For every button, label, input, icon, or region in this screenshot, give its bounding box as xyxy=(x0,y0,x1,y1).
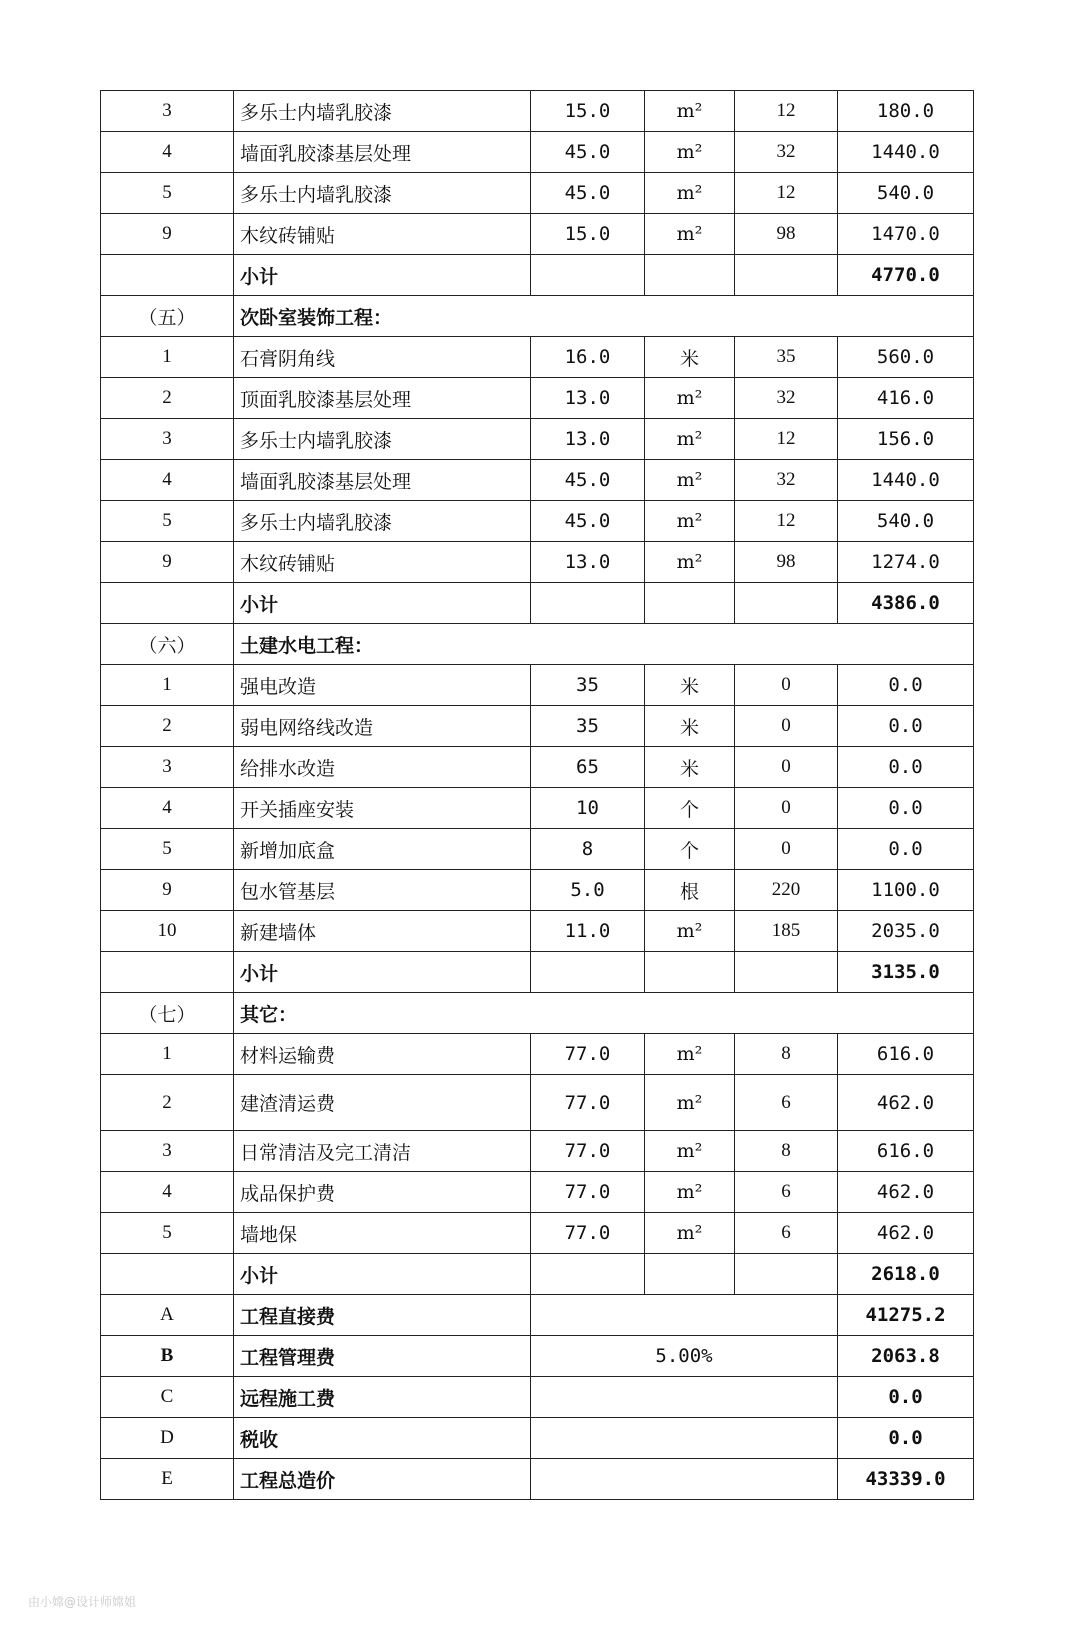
item-total: 1100.0 xyxy=(838,870,974,911)
subtotal-price xyxy=(735,583,838,624)
item-name: 石膏阴角线 xyxy=(234,337,531,378)
table-row xyxy=(101,1131,974,1172)
item-name: 开关插座安装 xyxy=(234,788,531,829)
item-unit: m² xyxy=(645,1034,735,1075)
item-unit-price: 32 xyxy=(735,460,838,501)
item-quantity: 13.0 xyxy=(531,419,645,460)
summary-label: 工程总造价 xyxy=(234,1459,531,1500)
item-unit-price: 6 xyxy=(735,1075,838,1131)
item-unit-price: 35 xyxy=(735,337,838,378)
item-unit-price: 0 xyxy=(735,665,838,706)
subtotal-total: 3135.0 xyxy=(838,952,974,993)
subtotal-row xyxy=(101,255,974,296)
item-total: 0.0 xyxy=(838,829,974,870)
item-number: 5 xyxy=(101,173,234,214)
summary-row xyxy=(101,1459,974,1500)
table-row xyxy=(101,378,974,419)
item-unit-price: 8 xyxy=(735,1131,838,1172)
item-unit-price: 185 xyxy=(735,911,838,952)
item-number: 2 xyxy=(101,1075,234,1131)
subtotal-price xyxy=(735,1254,838,1295)
section-header-row xyxy=(101,296,974,337)
item-unit: 个 xyxy=(645,829,735,870)
item-name: 多乐士内墙乳胶漆 xyxy=(234,419,531,460)
quote-table-body xyxy=(101,91,974,1500)
item-quantity: 8 xyxy=(531,829,645,870)
item-name: 建渣清运费 xyxy=(234,1075,531,1131)
item-total: 1470.0 xyxy=(838,214,974,255)
summary-rate: 5.00% xyxy=(531,1336,838,1377)
item-unit: m² xyxy=(645,1075,735,1131)
item-name: 木纹砖铺贴 xyxy=(234,214,531,255)
item-name: 墙面乳胶漆基层处理 xyxy=(234,460,531,501)
summary-label: 工程管理费 xyxy=(234,1336,531,1377)
item-total: 416.0 xyxy=(838,378,974,419)
table-row xyxy=(101,706,974,747)
item-quantity: 77.0 xyxy=(531,1172,645,1213)
table-row xyxy=(101,1213,974,1254)
table-row xyxy=(101,460,974,501)
item-quantity: 15.0 xyxy=(531,91,645,132)
item-quantity: 77.0 xyxy=(531,1213,645,1254)
item-number: 9 xyxy=(101,542,234,583)
item-unit: m² xyxy=(645,911,735,952)
item-name: 木纹砖铺贴 xyxy=(234,542,531,583)
item-unit-price: 98 xyxy=(735,214,838,255)
summary-rate xyxy=(531,1377,838,1418)
item-unit-price: 0 xyxy=(735,747,838,788)
item-quantity: 15.0 xyxy=(531,214,645,255)
item-total: 2035.0 xyxy=(838,911,974,952)
subtotal-unit xyxy=(645,255,735,296)
section-title: 其它： xyxy=(234,993,974,1034)
item-number: 1 xyxy=(101,1034,234,1075)
item-unit: m² xyxy=(645,1172,735,1213)
item-unit-price: 220 xyxy=(735,870,838,911)
item-unit: m² xyxy=(645,419,735,460)
subtotal-label: 小计 xyxy=(234,952,531,993)
subtotal-total: 4386.0 xyxy=(838,583,974,624)
table-row xyxy=(101,91,974,132)
table-row xyxy=(101,337,974,378)
summary-code: C xyxy=(101,1377,234,1418)
summary-row xyxy=(101,1336,974,1377)
summary-rate xyxy=(531,1459,838,1500)
item-number: 1 xyxy=(101,665,234,706)
item-unit-price: 12 xyxy=(735,419,838,460)
item-name: 材料运输费 xyxy=(234,1034,531,1075)
item-quantity: 11.0 xyxy=(531,911,645,952)
item-unit: 米 xyxy=(645,706,735,747)
section-header-row xyxy=(101,624,974,665)
summary-row xyxy=(101,1295,974,1336)
summary-code: D xyxy=(101,1418,234,1459)
item-total: 462.0 xyxy=(838,1213,974,1254)
summary-code: B xyxy=(101,1336,234,1377)
item-unit-price: 12 xyxy=(735,91,838,132)
item-name: 强电改造 xyxy=(234,665,531,706)
item-number: 4 xyxy=(101,460,234,501)
subtotal-total: 4770.0 xyxy=(838,255,974,296)
item-unit: 米 xyxy=(645,665,735,706)
table-row xyxy=(101,747,974,788)
item-total: 540.0 xyxy=(838,173,974,214)
item-unit: 米 xyxy=(645,747,735,788)
item-name: 新建墙体 xyxy=(234,911,531,952)
subtotal-unit xyxy=(645,1254,735,1295)
table-row xyxy=(101,542,974,583)
subtotal-row xyxy=(101,1254,974,1295)
subtotal-total: 2618.0 xyxy=(838,1254,974,1295)
item-number: 3 xyxy=(101,1131,234,1172)
summary-label: 远程施工费 xyxy=(234,1377,531,1418)
item-name: 墙面乳胶漆基层处理 xyxy=(234,132,531,173)
item-unit: m² xyxy=(645,1131,735,1172)
section-header-row xyxy=(101,993,974,1034)
item-unit-price: 32 xyxy=(735,132,838,173)
item-unit: m² xyxy=(645,1213,735,1254)
item-name: 包水管基层 xyxy=(234,870,531,911)
item-name: 多乐士内墙乳胶漆 xyxy=(234,501,531,542)
summary-total: 2063.8 xyxy=(838,1336,974,1377)
subtotal-unit xyxy=(645,952,735,993)
table-row xyxy=(101,501,974,542)
item-unit-price: 0 xyxy=(735,706,838,747)
item-total: 1274.0 xyxy=(838,542,974,583)
item-number: 3 xyxy=(101,747,234,788)
summary-rate xyxy=(531,1295,838,1336)
subtotal-number xyxy=(101,255,234,296)
item-unit: m² xyxy=(645,173,735,214)
item-total: 0.0 xyxy=(838,788,974,829)
table-row xyxy=(101,911,974,952)
subtotal-label: 小计 xyxy=(234,583,531,624)
item-unit-price: 32 xyxy=(735,378,838,419)
item-total: 1440.0 xyxy=(838,132,974,173)
item-number: 2 xyxy=(101,706,234,747)
item-unit: m² xyxy=(645,460,735,501)
item-quantity: 45.0 xyxy=(531,501,645,542)
table-row xyxy=(101,665,974,706)
table-row xyxy=(101,419,974,460)
table-row xyxy=(101,132,974,173)
subtotal-label: 小计 xyxy=(234,1254,531,1295)
item-unit: m² xyxy=(645,91,735,132)
subtotal-number xyxy=(101,583,234,624)
item-name: 墙地保 xyxy=(234,1213,531,1254)
item-total: 540.0 xyxy=(838,501,974,542)
item-unit-price: 12 xyxy=(735,501,838,542)
item-number: 4 xyxy=(101,1172,234,1213)
item-number: 5 xyxy=(101,1213,234,1254)
item-name: 成品保护费 xyxy=(234,1172,531,1213)
item-quantity: 16.0 xyxy=(531,337,645,378)
subtotal-quantity xyxy=(531,583,645,624)
item-number: 3 xyxy=(101,91,234,132)
table-row xyxy=(101,870,974,911)
summary-label: 税收 xyxy=(234,1418,531,1459)
item-name: 多乐士内墙乳胶漆 xyxy=(234,173,531,214)
item-unit: m² xyxy=(645,132,735,173)
item-quantity: 13.0 xyxy=(531,542,645,583)
table-row xyxy=(101,788,974,829)
item-number: 1 xyxy=(101,337,234,378)
item-quantity: 65 xyxy=(531,747,645,788)
subtotal-row xyxy=(101,952,974,993)
item-quantity: 10 xyxy=(531,788,645,829)
item-number: 4 xyxy=(101,788,234,829)
table-row xyxy=(101,829,974,870)
subtotal-row xyxy=(101,583,974,624)
section-number: （五） xyxy=(101,296,234,337)
summary-rate xyxy=(531,1418,838,1459)
item-unit-price: 6 xyxy=(735,1213,838,1254)
item-total: 560.0 xyxy=(838,337,974,378)
item-unit: m² xyxy=(645,501,735,542)
item-quantity: 45.0 xyxy=(531,132,645,173)
item-number: 5 xyxy=(101,829,234,870)
item-total: 462.0 xyxy=(838,1075,974,1131)
item-total: 0.0 xyxy=(838,665,974,706)
table-row xyxy=(101,1172,974,1213)
item-total: 1440.0 xyxy=(838,460,974,501)
item-number: 10 xyxy=(101,911,234,952)
item-quantity: 77.0 xyxy=(531,1034,645,1075)
summary-total: 0.0 xyxy=(838,1418,974,1459)
item-name: 日常清洁及完工清洁 xyxy=(234,1131,531,1172)
summary-total: 0.0 xyxy=(838,1377,974,1418)
item-number: 9 xyxy=(101,870,234,911)
item-total: 0.0 xyxy=(838,706,974,747)
summary-label: 工程直接费 xyxy=(234,1295,531,1336)
item-unit: 根 xyxy=(645,870,735,911)
item-unit: 米 xyxy=(645,337,735,378)
item-unit: m² xyxy=(645,378,735,419)
quote-table xyxy=(100,90,974,1500)
item-total: 616.0 xyxy=(838,1034,974,1075)
item-total: 180.0 xyxy=(838,91,974,132)
subtotal-quantity xyxy=(531,1254,645,1295)
subtotal-unit xyxy=(645,583,735,624)
item-quantity: 35 xyxy=(531,665,645,706)
item-total: 616.0 xyxy=(838,1131,974,1172)
item-quantity: 13.0 xyxy=(531,378,645,419)
item-unit-price: 12 xyxy=(735,173,838,214)
section-title: 土建水电工程： xyxy=(234,624,974,665)
subtotal-number xyxy=(101,1254,234,1295)
item-unit-price: 8 xyxy=(735,1034,838,1075)
item-unit: m² xyxy=(645,214,735,255)
item-name: 给排水改造 xyxy=(234,747,531,788)
subtotal-price xyxy=(735,255,838,296)
table-row xyxy=(101,1075,974,1131)
item-number: 5 xyxy=(101,501,234,542)
table-row xyxy=(101,173,974,214)
item-unit: m² xyxy=(645,542,735,583)
watermark: 由小嫦@设计师嫦姐 xyxy=(28,1595,137,1609)
item-unit-price: 98 xyxy=(735,542,838,583)
item-name: 新增加底盒 xyxy=(234,829,531,870)
table-row xyxy=(101,214,974,255)
item-unit-price: 0 xyxy=(735,829,838,870)
subtotal-price xyxy=(735,952,838,993)
item-unit-price: 0 xyxy=(735,788,838,829)
item-number: 3 xyxy=(101,419,234,460)
summary-code: A xyxy=(101,1295,234,1336)
item-total: 156.0 xyxy=(838,419,974,460)
item-name: 顶面乳胶漆基层处理 xyxy=(234,378,531,419)
item-number: 2 xyxy=(101,378,234,419)
item-name: 弱电网络线改造 xyxy=(234,706,531,747)
section-number: （七） xyxy=(101,993,234,1034)
item-total: 0.0 xyxy=(838,747,974,788)
section-title: 次卧室装饰工程： xyxy=(234,296,974,337)
summary-code: E xyxy=(101,1459,234,1500)
item-quantity: 45.0 xyxy=(531,173,645,214)
item-quantity: 5.0 xyxy=(531,870,645,911)
item-quantity: 35 xyxy=(531,706,645,747)
item-unit: 个 xyxy=(645,788,735,829)
summary-total: 41275.2 xyxy=(838,1295,974,1336)
table-row xyxy=(101,1034,974,1075)
item-quantity: 77.0 xyxy=(531,1075,645,1131)
subtotal-number xyxy=(101,952,234,993)
subtotal-quantity xyxy=(531,952,645,993)
item-number: 4 xyxy=(101,132,234,173)
summary-row xyxy=(101,1377,974,1418)
subtotal-label: 小计 xyxy=(234,255,531,296)
summary-total: 43339.0 xyxy=(838,1459,974,1500)
item-quantity: 45.0 xyxy=(531,460,645,501)
summary-row xyxy=(101,1418,974,1459)
item-number: 9 xyxy=(101,214,234,255)
section-number: （六） xyxy=(101,624,234,665)
item-quantity: 77.0 xyxy=(531,1131,645,1172)
item-name: 多乐士内墙乳胶漆 xyxy=(234,91,531,132)
item-total: 462.0 xyxy=(838,1172,974,1213)
item-unit-price: 6 xyxy=(735,1172,838,1213)
subtotal-quantity xyxy=(531,255,645,296)
